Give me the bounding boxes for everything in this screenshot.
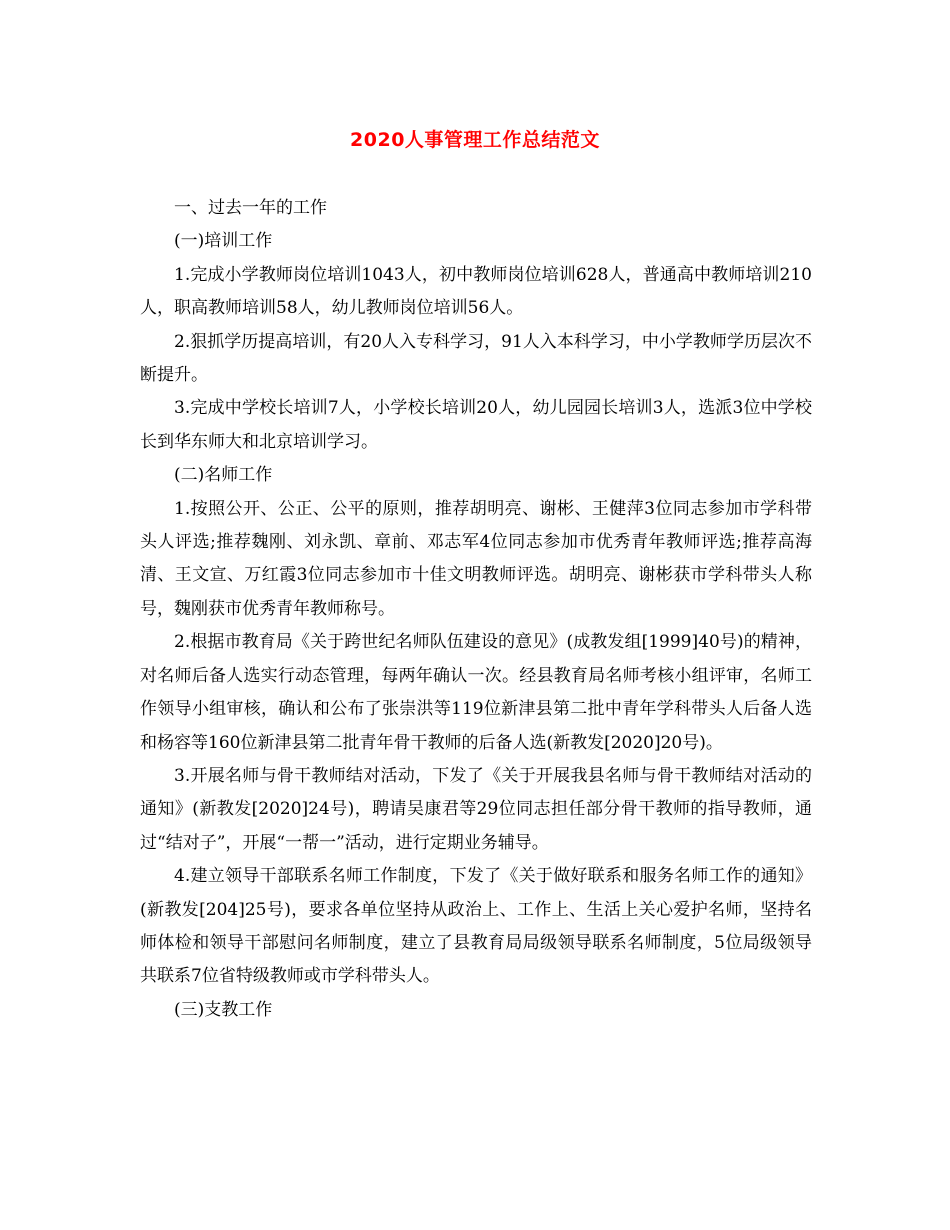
document-body [140,192,812,1027]
body-paragraph: 1.按照公开、公正、公平的原则，推荐胡明亮、谢彬、王健萍3位同志参加市学科带头人评选;推荐魏刚、刘永凯、章前、邓志军4位同志参加市优秀青年教师评选;推荐高海清、王文宣、万红霞3位同志参加市十佳文明教师评选。胡明亮、谢彬获市学科带头人称号，魏刚获市优秀青年教师称号。 [140,498,812,619]
subsection-heading: (二)名师工作 [174,465,273,486]
body-paragraph: 1.完成小学教师岗位培训1043人，初中教师岗位培训628人，普通高中教师培训210人，职高教师培训58人，幼儿教师岗位培训56人。 [140,264,812,319]
subsection-heading: (一)培训工作 [174,231,273,252]
body-paragraph: 2.狠抓学历提高培训，有20人入专科学习，91人入本科学习，中小学教师学历层次不断提升。 [140,331,812,386]
body-paragraph: 2.根据市教育局《关于跨世纪名师队伍建设的意见》(成教发组[1999]40号)的精神，对名师后备人选实行动态管理，每两年确认一次。经县教育局名师考核小组评审，名师工作领导小组审核，确认和公布了张崇洪等119位新津县第二批中青年学科带头人后备人选和杨容等160位新津县第二批青年骨干教师的后备人选(新教发[2020]20号)。 [140,632,812,753]
body-paragraph: 3.完成中学校长培训7人，小学校长培训20人，幼儿园园长培训3人，选派3位中学校长到华东师大和北京培训学习。 [140,398,812,452]
section-heading: 一、过去一年的工作 [174,198,327,218]
body-paragraph: 3.开展名师与骨干教师结对活动，下发了《关于开展我县名师与骨干教师结对活动的通知》(新教发[2020]24号)，聘请吴康君等29位同志担任部分骨干教师的指导教师，通过“结对子”，开展“一帮一”活动，进行定期业务辅导。 [140,765,812,853]
subsection-heading: (三)支教工作 [174,999,273,1020]
body-paragraph: 4.建立领导干部联系名师工作制度，下发了《关于做好联系和服务名师工作的通知》(新教发[204]25号)，要求各单位坚持从政治上、工作上、生活上关心爱护名师，坚持名师体检和领导干部慰问名师制度，建立了县教育局局级领导联系名师制度，5位局级领导共联系7位省特级教师或市学科带头人。 [140,866,812,987]
document-title: 2020人事管理工作总结范文 [350,129,600,151]
